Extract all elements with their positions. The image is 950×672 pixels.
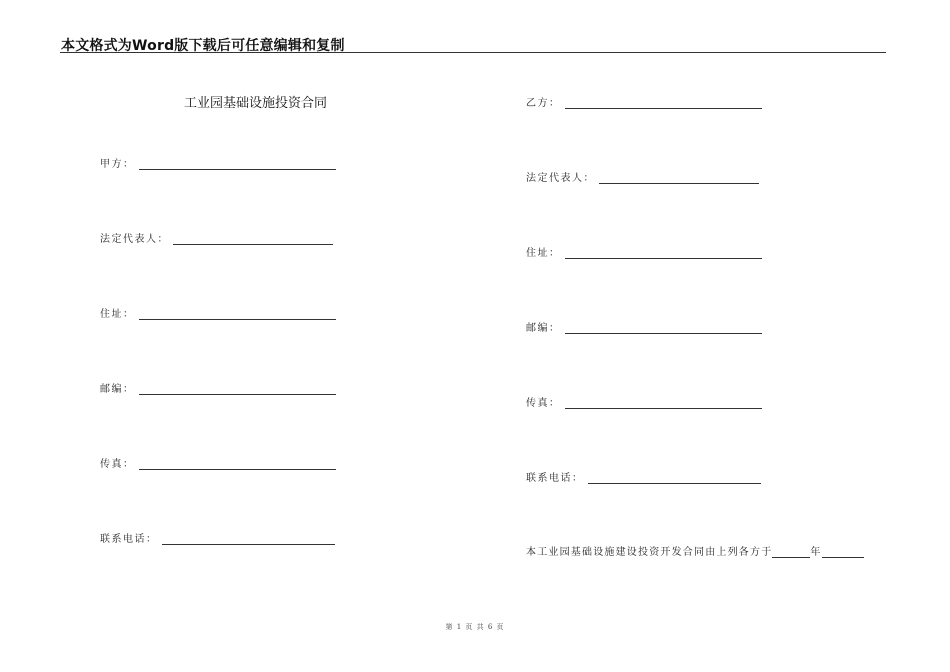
closing-text: 本工业园基础设施建设投资开发合同由上列各方于	[526, 547, 773, 558]
fill-in-line	[139, 384, 336, 395]
fill-in-line	[139, 309, 336, 320]
party-a-field	[100, 155, 336, 170]
month-blank	[822, 547, 864, 558]
field-label: 住址：	[100, 309, 135, 320]
fill-in-line	[565, 323, 762, 334]
document-title: 工业园基础设施投资合同	[184, 96, 328, 111]
closing-sentence	[526, 543, 864, 558]
field-label: 甲方：	[100, 159, 135, 170]
party-a-address-field	[100, 305, 336, 320]
party-a-fax-field	[100, 455, 336, 470]
field-label: 联系电话：	[100, 534, 158, 545]
fill-in-line	[173, 234, 333, 245]
field-label: 传真：	[526, 398, 561, 409]
year-blank	[772, 547, 810, 558]
fill-in-line	[599, 173, 759, 184]
party-b-field	[526, 94, 762, 109]
fill-in-line	[139, 459, 336, 470]
header-divider	[60, 52, 886, 53]
field-label: 传真：	[100, 459, 135, 470]
party-a-legal-rep-field	[100, 230, 333, 245]
fill-in-line	[139, 159, 336, 170]
fill-in-line	[162, 534, 335, 545]
party-b-phone-field	[526, 469, 761, 484]
fill-in-line	[565, 248, 762, 259]
field-label: 法定代表人：	[100, 234, 169, 245]
party-a-postcode-field	[100, 380, 336, 395]
party-a-phone-field	[100, 530, 335, 545]
party-b-fax-field	[526, 394, 762, 409]
field-label: 邮编：	[100, 384, 135, 395]
party-b-address-field	[526, 244, 762, 259]
field-label: 邮编：	[526, 323, 561, 334]
year-unit: 年	[810, 547, 822, 558]
fill-in-line	[565, 98, 762, 109]
fill-in-line	[565, 398, 762, 409]
page-number: 第 1 页 共 6 页	[445, 623, 505, 631]
field-label: 法定代表人：	[526, 173, 595, 184]
field-label: 联系电话：	[526, 473, 584, 484]
party-b-legal-rep-field	[526, 169, 759, 184]
page-header: 本文格式为Word版下载后可任意编辑和复制	[61, 38, 345, 54]
party-b-postcode-field	[526, 319, 762, 334]
field-label: 乙方：	[526, 98, 561, 109]
fill-in-line	[588, 473, 761, 484]
field-label: 住址：	[526, 248, 561, 259]
